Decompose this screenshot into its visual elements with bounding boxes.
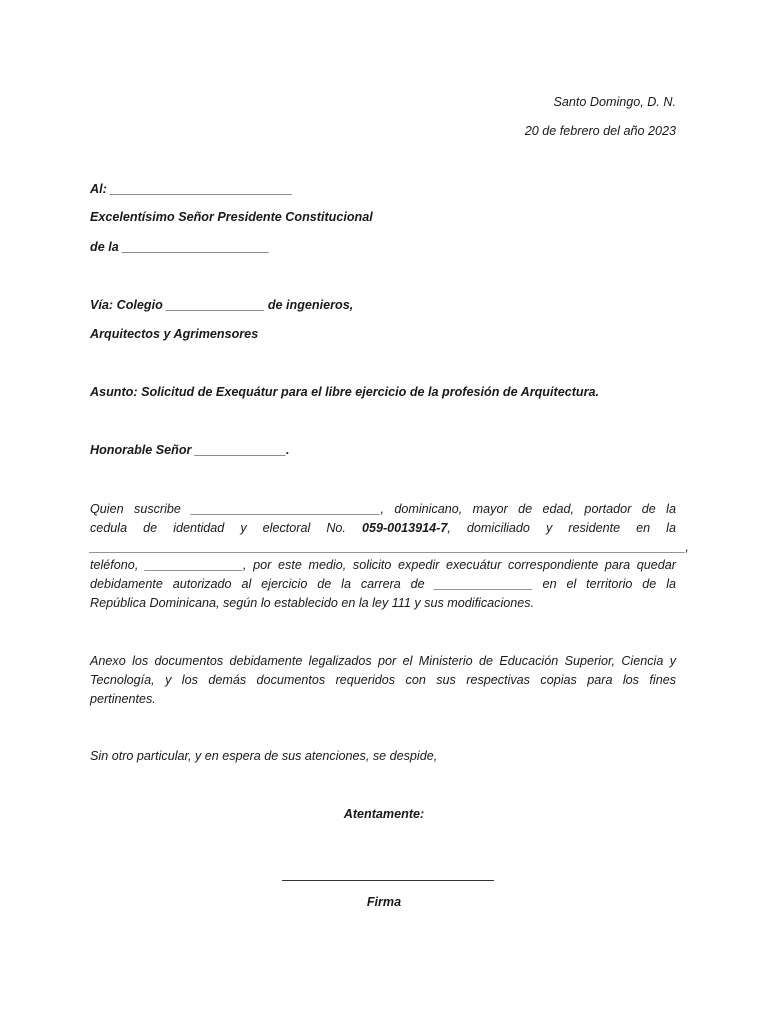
- subject-line: Asunto: Solicitud de Exequátur para el libre ejercicio de la profesión de Arquitectura.: [90, 385, 599, 399]
- paragraph-2-row-3: pertinentes.: [90, 691, 156, 706]
- addressee-to: Al: __________________________: [90, 182, 293, 196]
- paragraph-1-row-2-pre: cedula de identidad y electoral No.: [90, 520, 362, 535]
- body-paragraph-1: [90, 500, 689, 613]
- signature-line: [282, 880, 494, 881]
- letter-place: Santo Domingo, D. N.: [553, 95, 676, 109]
- sign-off: Atentamente:: [343, 807, 425, 821]
- greeting: Honorable Señor _____________.: [90, 443, 290, 457]
- paragraph-2-row-2: Tecnología, y los demás documentos requeridos con sus respectivas copias para los fines: [90, 672, 676, 687]
- paragraph-1-row-2-post: , domiciliado y residente en la: [447, 520, 676, 535]
- addressee-of: de la _____________________: [90, 240, 270, 254]
- paragraph-1-row-1: Quien suscribe ___________________________, dominicano, mayor de edad, portador de la: [90, 502, 676, 516]
- signature-label: Firma: [366, 895, 402, 909]
- addressee-title: Excelentísimo Señor Presidente Constitucional: [90, 210, 373, 224]
- letter-date: 20 de febrero del año 2023: [524, 124, 676, 138]
- via-line-2: Arquitectos y Agrimensores: [90, 327, 259, 341]
- paragraph-2-row-1: Anexo los documentos debidamente legalizados por el Ministerio de Educación Superior, Ciencia y: [90, 654, 676, 668]
- paragraph-1-row-2: [90, 519, 676, 538]
- closing-line: Sin otro particular, y en espera de sus atenciones, se despide,: [90, 749, 438, 763]
- paragraph-1-row-3: _____________________________________________________________________________________,: [90, 539, 689, 554]
- paragraph-1-row-6: República Dominicana, según lo establecido en la ley 111 y sus modificaciones.: [90, 595, 535, 610]
- via-line-1: Vía: Colegio ______________ de ingenieros,: [90, 298, 354, 312]
- paragraph-1-row-4: teléfono, ______________, por este medio, solicito expedir execuátur correspondiente para quedar: [90, 558, 676, 573]
- body-paragraph-2: [90, 652, 676, 708]
- paragraph-1-row-5: debidamente autorizado al ejercicio de la carrera de ______________ en el territorio de la: [90, 577, 676, 592]
- cedula-number: 059-0013914-7: [361, 520, 448, 535]
